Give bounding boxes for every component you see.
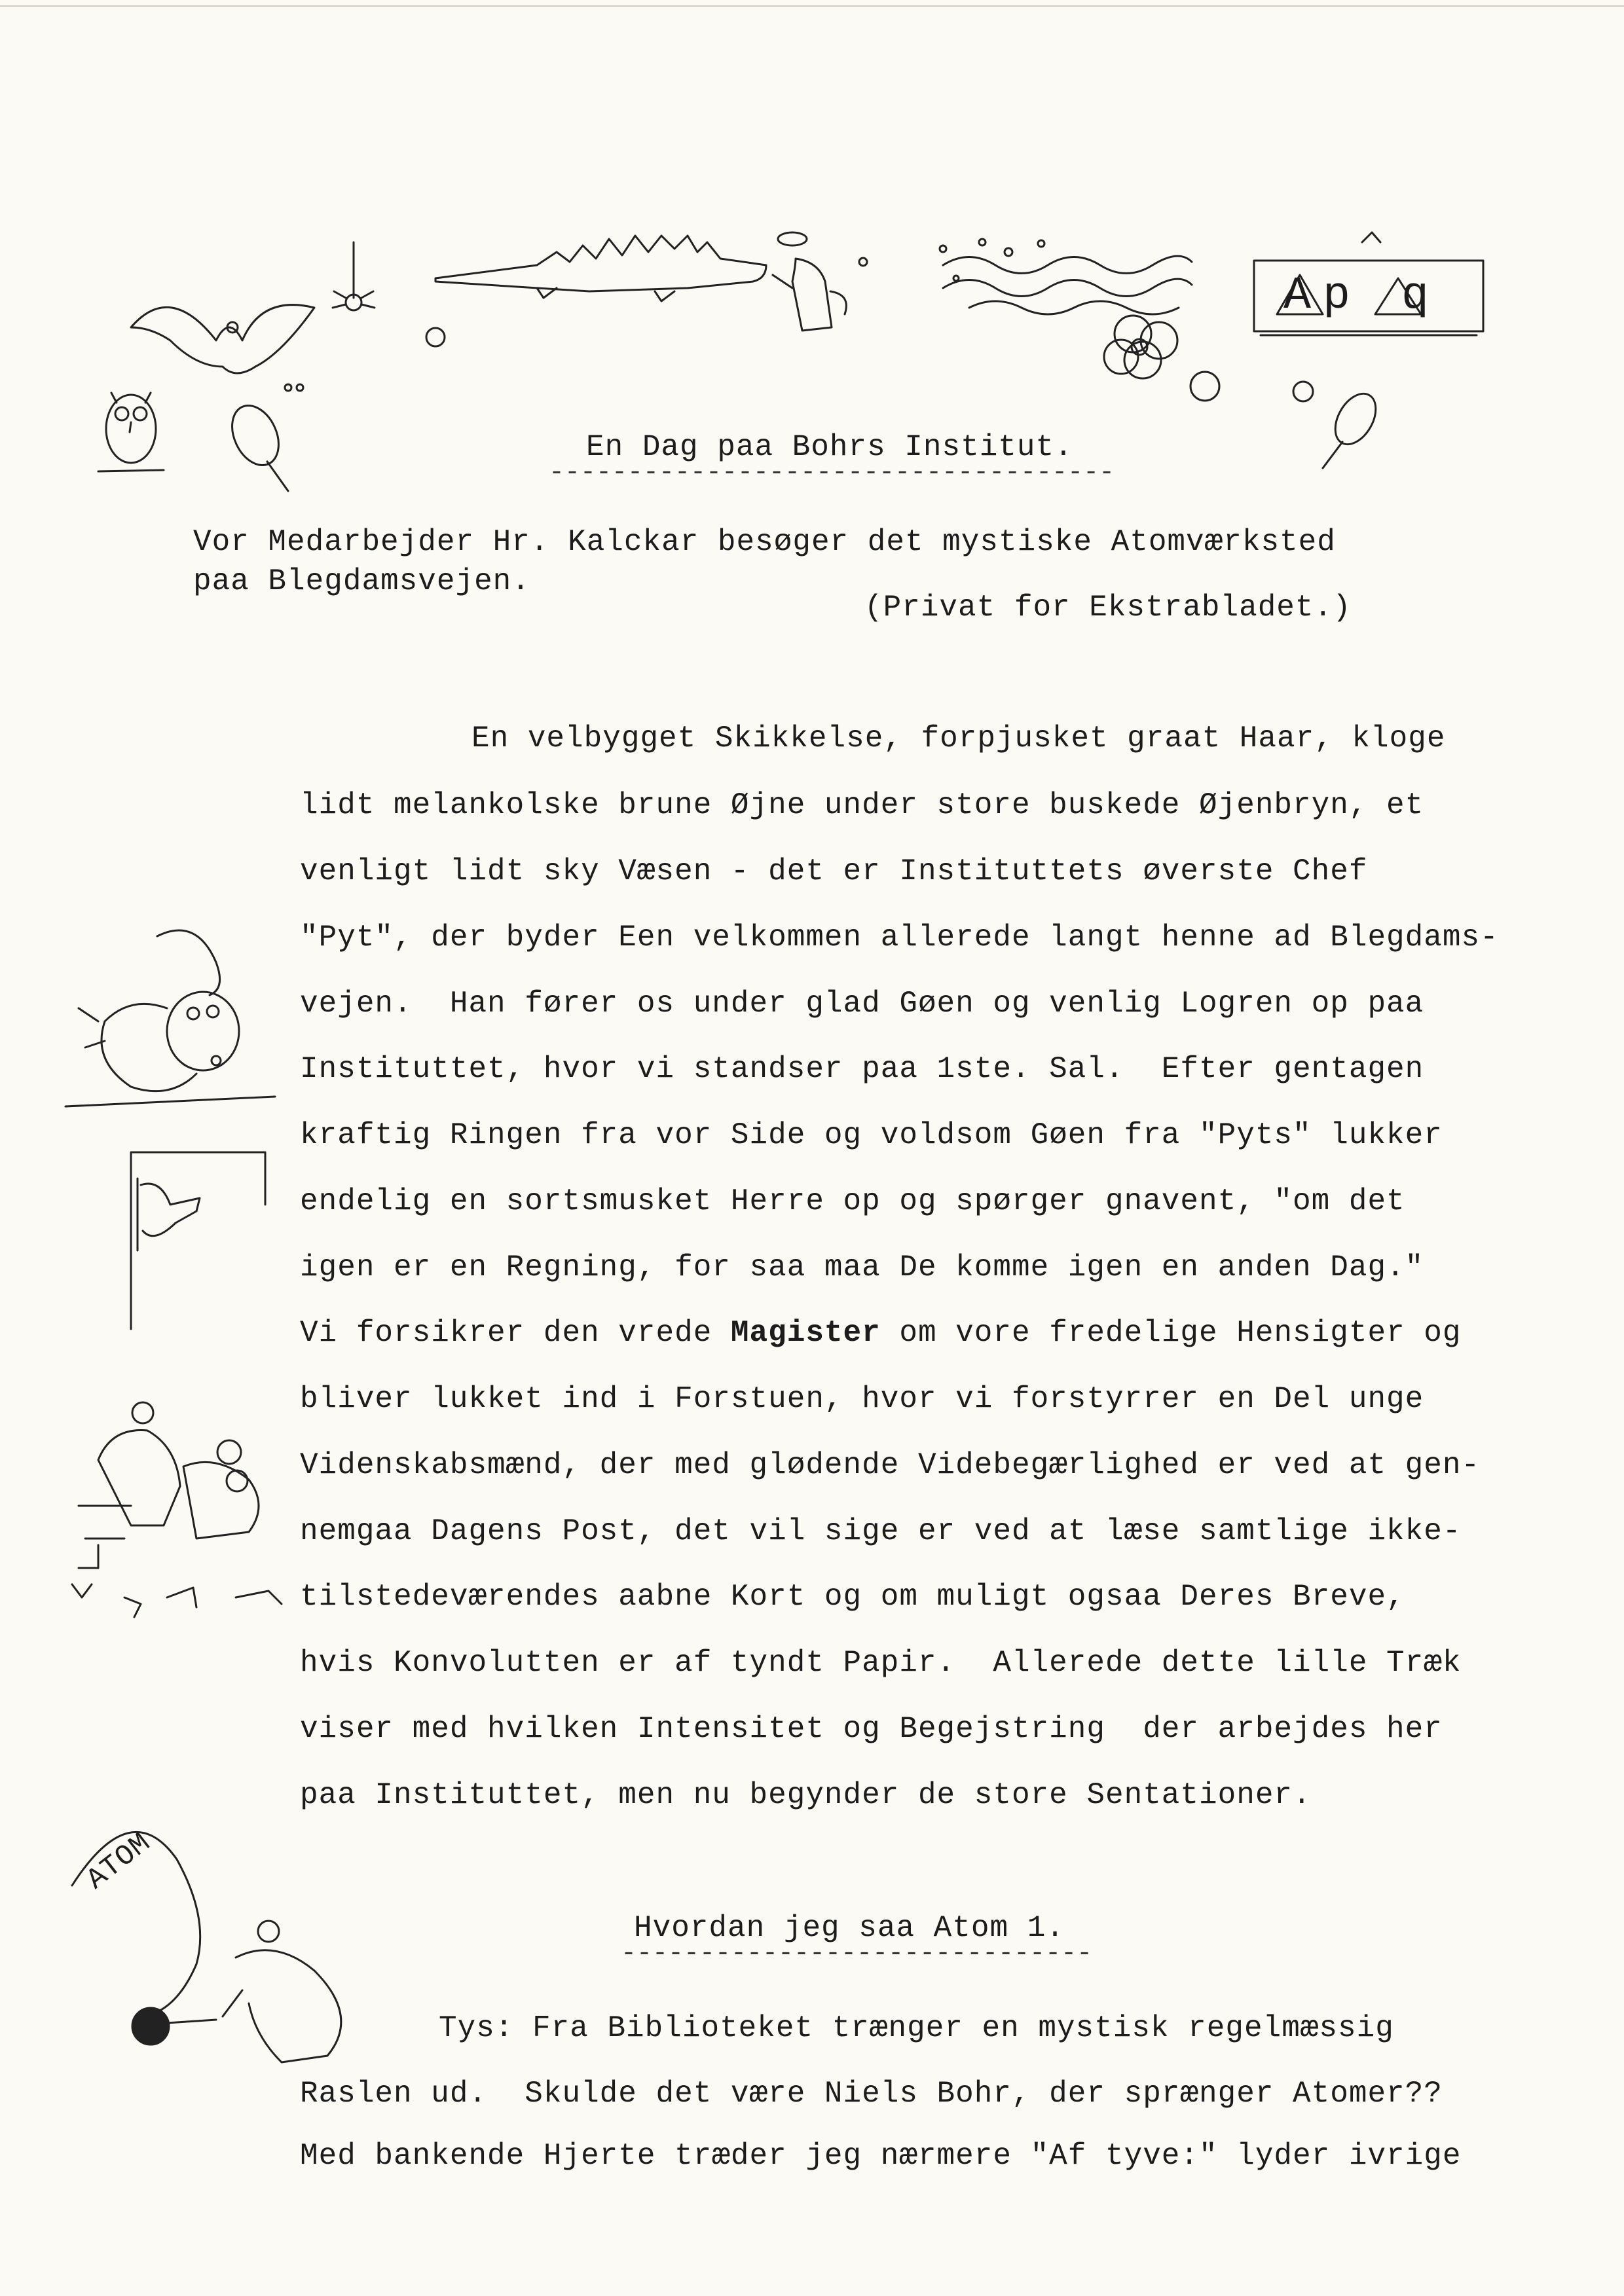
para1-line-16: viser med hvilken Intensitet og Begejstring der arbejdes her bbox=[300, 1712, 1443, 1746]
para1-line-1: En velbygget Skikkelse, forpjusket graat Haar, kloge bbox=[471, 721, 1446, 756]
section2-heading: Hvordan jeg saa Atom 1. bbox=[634, 1911, 1065, 1945]
intro-line-2: paa Blegdamsvejen. bbox=[193, 564, 530, 598]
ball-icon bbox=[426, 328, 445, 346]
coffee-pot-icon bbox=[773, 232, 867, 331]
section2-line-1: Tys: Fra Biblioteket trænger en mystisk regelmæssig bbox=[439, 2011, 1394, 2045]
title-underline: ------------------------------------ bbox=[549, 458, 1115, 488]
owl-icon bbox=[98, 393, 164, 471]
section2-heading-underline: ------------------------------ bbox=[621, 1939, 1093, 1969]
spider-icon bbox=[333, 242, 375, 310]
intro-line-1: Vor Medarbejder Hr. Kalckar besøger det mystiske Atomværksted bbox=[193, 525, 1336, 559]
para1-line-2: lidt melankolske brune Øjne under store buskede Øjenbryn, et bbox=[300, 788, 1424, 822]
para1-line-7: kraftig Ringen fra vor Side og voldsom Gøen fra "Pyts" lukker bbox=[300, 1118, 1443, 1152]
para1-line-10-a: Vi forsikrer den vrede bbox=[300, 1316, 731, 1350]
para1-line-14: tilstedeværendes aabne Kort og om muligt ogsaa Deres Breve, bbox=[300, 1580, 1405, 1614]
flower-icon bbox=[1104, 316, 1177, 378]
atom-dot-icon bbox=[1190, 372, 1219, 401]
para1-line-3: venligt lidt sky Væsen - det er Instituttets øverste Chef bbox=[300, 854, 1368, 888]
bat-icon bbox=[131, 305, 314, 391]
small-ball-icon bbox=[1293, 382, 1313, 401]
racket-right-icon bbox=[1323, 387, 1384, 468]
section2-line-3: Med bankende Hjerte træder jeg nærmere "Af tyve:" lyder ivrige bbox=[300, 2139, 1462, 2173]
para1-line-6: Instituttet, hvor vi standser paa 1ste. Sal. Efter gentagen bbox=[300, 1052, 1424, 1086]
para1-line-10 bbox=[300, 1318, 1462, 1348]
intro-source: (Privat for Ekstrabladet.) bbox=[864, 591, 1352, 625]
door-hand-icon bbox=[131, 1152, 265, 1329]
crocodile-icon bbox=[435, 236, 766, 301]
atom-label: ATOM bbox=[81, 1827, 158, 1897]
para1-line-5: vejen. Han fører os under glad Gøen og venlig Logren op paa bbox=[300, 987, 1424, 1021]
para1-line-17: paa Instituttet, men nu begynder de store Sentationer. bbox=[300, 1778, 1312, 1812]
para1-line-12: Videnskabsmænd, der med glødende Videbegærlighed er ved at gen- bbox=[300, 1448, 1481, 1482]
dog-icon bbox=[65, 930, 275, 1106]
para1-line-13: nemgaa Dagens Post, det vil sige er ved at læse samtlige ikke- bbox=[300, 1514, 1462, 1548]
para1-line-11: bliver lukket ind i Forstuen, hvor vi forstyrrer en Del unge bbox=[300, 1382, 1424, 1416]
para1-line-15: hvis Konvolutten er af tyndt Papir. Allerede dette lille Træk bbox=[300, 1646, 1462, 1680]
students-icon bbox=[72, 1402, 282, 1617]
page-title: En Dag paa Bohrs Institut. bbox=[586, 430, 1073, 464]
magister-word: Magister bbox=[730, 1316, 881, 1350]
waves-icon bbox=[940, 239, 1192, 314]
sign-text: Ap q bbox=[1283, 270, 1441, 322]
para1-line-4: "Pyt", der byder Een velkommen allerede langt henne ad Blegdams- bbox=[300, 920, 1499, 955]
racket-left-icon bbox=[223, 398, 288, 491]
para1-line-10-b: om vore fredelige Hensigter og bbox=[880, 1316, 1462, 1350]
para1-line-8: endelig en sortsmusket Herre op og spørger gnavent, "om det bbox=[300, 1184, 1405, 1218]
para1-line-9: igen er en Regning, for saa maa De komme igen en anden Dag." bbox=[300, 1250, 1424, 1285]
section2-line-2: Raslen ud. Skulde det være Niels Bohr, der sprænger Atomer?? bbox=[300, 2077, 1443, 2111]
